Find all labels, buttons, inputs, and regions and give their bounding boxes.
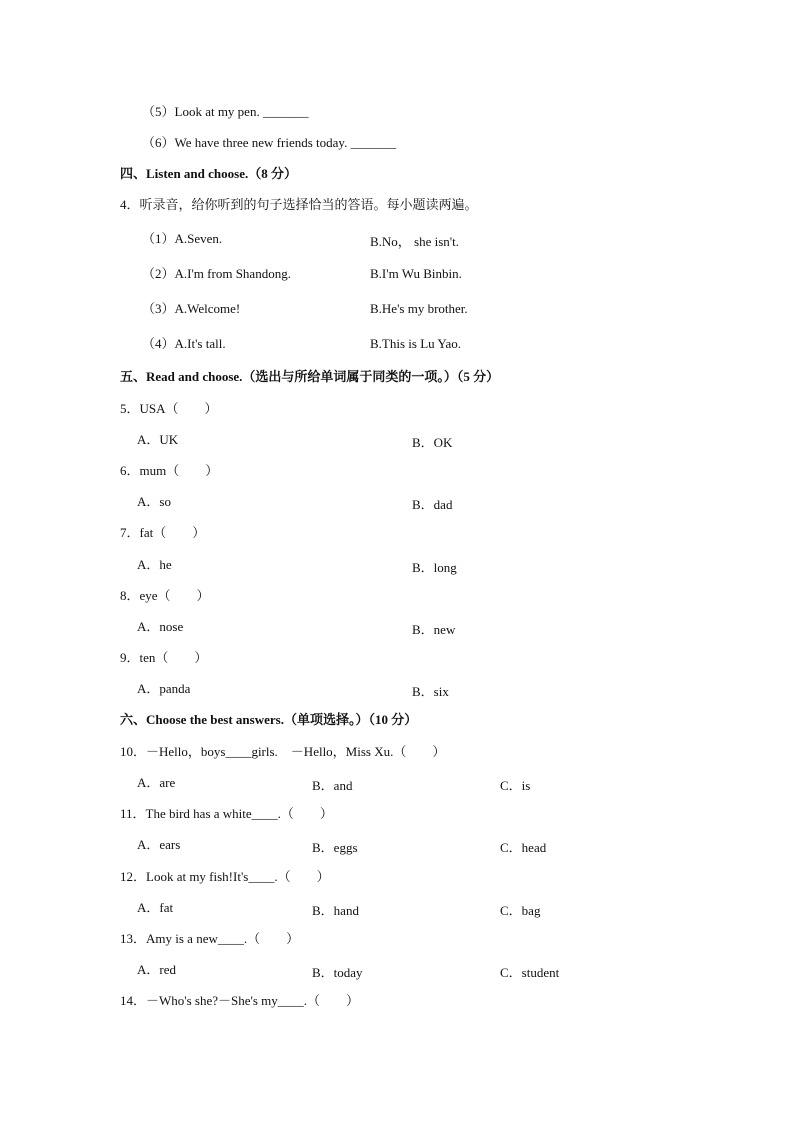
s6-q12: 12．Look at my fish!It's____.（ ） xyxy=(120,869,330,884)
s6-q12-a: A．fat xyxy=(137,900,174,915)
s4-row1-a: （1）A.Seven. xyxy=(142,231,223,246)
s4-row2-a: （2）A.I'm from Shandong. xyxy=(142,266,291,281)
s6-q11-a: A．ears xyxy=(137,837,181,852)
section-4-heading: 四、Listen and choose.（8 分） xyxy=(120,166,297,181)
s6-q13-b: B．today xyxy=(312,965,363,980)
s4-row3-b: B.He's my brother. xyxy=(370,301,468,316)
s6-q13: 13．Amy is a new____.（ ） xyxy=(120,931,300,946)
s4-row2-b: B.I'm Wu Binbin. xyxy=(370,266,462,281)
section-4-instruction: 4．听录音，给你听到的句子选择恰当的答语。每小题读两遍。 xyxy=(120,197,478,212)
s4-row4-b: B.This is Lu Yao. xyxy=(370,336,462,351)
s6-q12-b: B．hand xyxy=(312,903,359,918)
section-6-heading: 六、Choose the best answers.（单项选择。）（10 分） xyxy=(120,712,418,727)
s4-row4-a: （4）A.It's tall. xyxy=(142,336,226,351)
s5-q5-b: B．OK xyxy=(412,435,453,450)
s5-q7-b: B．long xyxy=(412,560,457,575)
s5-q6-a: A．so xyxy=(137,494,171,509)
s5-q8-a: A．nose xyxy=(137,619,184,634)
s5-q6: 6．mum（ ） xyxy=(120,463,219,478)
s4-row1-b: B.No， she isn't. xyxy=(370,234,460,249)
s6-q13-a: A．red xyxy=(137,962,176,977)
s5-q9-b: B．six xyxy=(412,684,449,699)
s6-q12-c: C．bag xyxy=(500,903,541,918)
s6-q10-b: B．and xyxy=(312,778,353,793)
question-6-listen: （6）We have three new friends today. _______ xyxy=(142,135,397,150)
s6-q14: 14．－Who's she?－She's my____.（ ） xyxy=(120,993,360,1008)
s5-q7: 7．fat（ ） xyxy=(120,525,206,540)
s5-q6-b: B．dad xyxy=(412,497,453,512)
s6-q10: 10．－Hello，boys____girls. －Hello，Miss Xu.（ ） xyxy=(120,744,446,759)
s6-q10-c: C．is xyxy=(500,778,531,793)
s6-q10-a: A．are xyxy=(137,775,176,790)
s6-q11: 11．The bird has a white____.（ ） xyxy=(120,806,333,821)
s5-q8-b: B．new xyxy=(412,622,456,637)
s4-row3-a: （3）A.Welcome! xyxy=(142,301,241,316)
s5-q7-a: A．he xyxy=(137,557,172,572)
s5-q8: 8．eye（ ） xyxy=(120,588,210,603)
s5-q5-a: A．UK xyxy=(137,432,179,447)
s6-q11-b: B．eggs xyxy=(312,840,358,855)
section-5-heading: 五、Read and choose.（选出与所给单词属于同类的一项。）（5 分） xyxy=(120,369,500,384)
s6-q13-c: C．student xyxy=(500,965,560,980)
s5-q5: 5．USA（ ） xyxy=(120,401,218,416)
s5-q9-a: A．panda xyxy=(137,681,191,696)
s6-q11-c: C．head xyxy=(500,840,547,855)
question-5-listen: （5）Look at my pen. _______ xyxy=(142,104,309,119)
s5-q9: 9．ten（ ） xyxy=(120,650,208,665)
